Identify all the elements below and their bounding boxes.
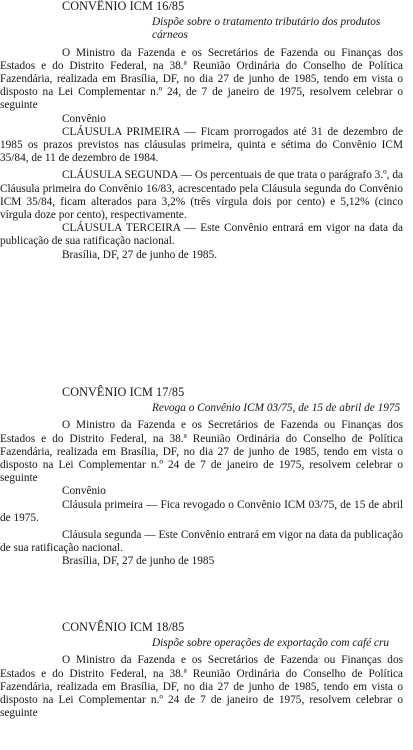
clause-third: CLÁUSULA TERCEIRA — Este Convênio entrará em vigor na data da publicação de sua ratificação nacional. [0,222,403,248]
section-heading: Convênio [62,485,106,498]
clause-first: Cláusula primeira — Fica revogado o Convênio ICM 03/75, de 15 de abril de 1975. [0,498,403,524]
clause-first: CLÁUSULA PRIMEIRA — Ficam prorrogados até 31 de dezembro de 1985 os prazos previstos nas cláusulas primeira, quinta e sétima do Convênio ICM 35/84, de 11 de dezembro de 1984. [0,125,403,165]
convenio-17-85 [0,386,409,569]
doc-ementa: Dispõe sobre o tratamento tributário dos produtos cárneos [152,16,381,42]
doc-ementa: Dispõe sobre operações de exportação com café cru [152,637,390,650]
clause-second: Cláusula segunda — Este Convênio entrará em vigor na data da publicação de sua ratificação nacional. [0,529,403,555]
place-date: Brasília, DF, 27 de junho de 1985. [62,248,218,261]
place-date: Brasília, DF, 27 de junho de 1985 [62,555,215,568]
convenio-18-85 [0,621,409,720]
clause-second: CLÁUSULA SEGUNDA — Os percentuais de que trata o parágrafo 3.º, da Cláusula primeira do Convênio 16/83, acrescentado pela Cláusula segunda do Convênio ICM 35/84, ficam alterados para 3,2% (três vírgula dois por cento) e 5,12% (cinco vírgula doze por cento), respectivamente. [0,169,403,222]
convenio-16-85 [0,0,409,262]
section-heading: Convênio [62,112,106,125]
doc-title: CONVÊNIO ICM 18/85 [62,620,185,634]
doc-title: CONVÊNIO ICM 16/85 [62,0,185,13]
preamble-paragraph: O Ministro da Fazenda e os Secretários de Fazenda ou Finanças dos Estados e do Distrito Federal, na 38.ª Reunião Ordinária do Conselho de Política Fazendária, realizada em Brasília, DF, no dia 27 de junho de 1985, tendo em vista o disposto na Lei Complementar n.º 24 de 7 de janeiro de 1975, resolvem celebrar o seguinte [0,419,403,485]
preamble-paragraph: O Ministro da Fazenda e os Secretários de Fazenda ou Finanças dos Estados e do Distrito Federal, na 38.ª Reunião Ordinária do Conselho de Política Fazendária, realizada em Brasília, DF, no dia 27 de junho de 1985, tendo em vista o disposto na Lei Complementar n.º 24, de 7 de janeiro de 1975, resolvem celebrar o seguinte [0,46,403,112]
doc-title: CONVÊNIO ICM 17/85 [62,385,185,399]
preamble-paragraph: O Ministro da Fazenda e os Secretários de Fazenda ou Finanças dos Estados e do Distrito Federal, na 38.ª Reunião Ordinária do Conselho de Política Fazendária, realizada em Brasília, DF, no dia 27 de junho de 1985, tendo em vista o disposto na Lei Complementar n.º 24 de 7 de janeiro de 1975, resolvem celebrar o seguinte [0,654,403,720]
doc-ementa: Revoga o Convênio ICM 03/75, de 15 de abril de 1975 [152,402,401,415]
